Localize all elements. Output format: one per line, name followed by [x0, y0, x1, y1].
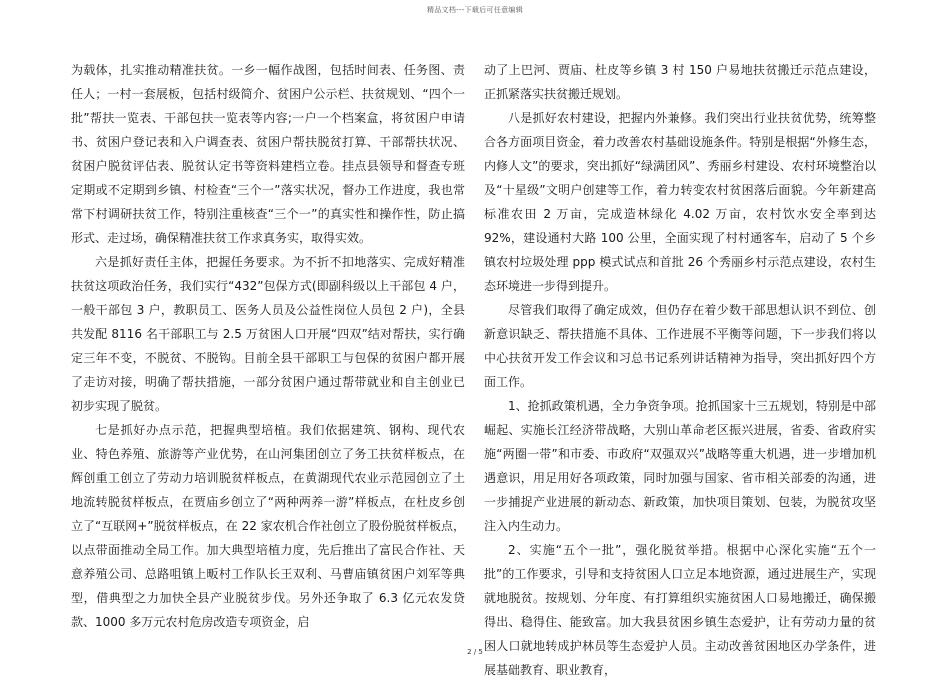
paragraph: 八是抓好农村建设，把握内外兼修。我们突出行业扶贫优势，统筹整合各方面项目资金，着力改善农村基础设施条件。特别是根据“外修生态，内修人文”的要求，突出抓好“绿满团风”、秀丽乡村建设、农村环境整治以及“十星级”文明户创建等工作，着力转变农村贫困落后面貌。今年新建高标准农田 2 万亩，完成造林绿化 4.02 万亩，农村饮水安全率到达 92%，建设通村大路 100 公里，全面实现了村村通客车，启动了 5 个乡镇农村垃圾处理 ppp 模式试点和首批 26 个秀丽乡村示范点建设，农村生态环境进一步得到提升。	[484, 111, 876, 293]
paragraph: 1、抢抓政策机遇，全力争资争项。抢抓国家十三五规划，特别是中部崛起、实施长江经济带战略，大别山革命老区振兴进展，省委、省政府实施“两圈一带”和市委、市政府“双强双兴”战略等重大机遇，进一步增加机遇意识，用足用好各项政策，同时加强与国家、省市相关部委的沟通，进一步捕捉产业进展的新动态、新政策，加快项目策划、包装，为脱贫攻坚注入内生动力。	[484, 399, 876, 533]
paragraph: 动了上巴河、贾庙、杜皮等乡镇 3 村 150 户易地扶贫搬迁示范点建设，正抓紧落实扶贫搬迁规划。	[484, 63, 876, 101]
right-column	[484, 58, 876, 682]
paragraph: 为载体，扎实推动精准扶贫。一乡一幅作战图，包括时间表、任务图、责任人；一村一套展板，包括村级简介、贫困户公示栏、扶贫规划、“四个一批”帮扶一览表、干部包扶一览表等内容;一户一个档案盒，将贫困户申请书、贫困户登记表和入户调查表、贫困户帮扶脱贫打算、干部帮扶状况、贫困户脱贫评估表、脱贫认定书等资料建档立卷。挂点县领导和督查专班定期或不定期到乡镇、村检查“三个一”落实状况，督办工作进度，我也常常下村调研扶贫工作，特别注重核查“三个一”的真实性和操作性，防止搞形式、走过场，确保精准扶贫工作求真务实，取得实效。	[71, 63, 465, 245]
paragraph: 七是抓好办点示范，把握典型培植。我们依据建筑、钢构、现代农业、特色养殖、旅游等产业优势，在山河集团创立了务工扶贫样板点，在辉创重工创立了劳动力培训脱贫样板点，在黄湖现代农业示范园创立了土地流转脱贫样板点，在贾庙乡创立了“两种两养一游”样板点，在杜皮乡创立了“互联网+”脱贫样板点，在 22 家农机合作社创立了股份脱贫样板点，以点带面推动全局工作。加大典型培植力度，先后推出了富民合作社、天意养殖公司、总路咀镇上畈村工作队长王双利、马曹庙镇贫困户刘军等典型，借典型之力加快全县产业脱贫步伐。另外还争取了 6.3 亿元农发贷款、1000 多万元农村危房改造专项资金，启	[71, 423, 465, 629]
page-number: 2 / 5	[467, 648, 483, 656]
paragraph: 2、实施“五个一批”，强化脱贫举措。根据中心深化实施“五个一批”的工作要求，引导和支持贫困人口立足本地资源，通过进展生产，实现就地脱贫。按规划、分年度、有打算组织实施贫困人口易地搬迁，确保搬得出、稳得住、能致富。加大我县贫困乡镇生态爱护，让有劳动力量的贫困人口就地转成护林员等生态爱护人员。主动改善贫困地区办学条件，进展基础教育、职业教育，	[484, 543, 876, 677]
page-header: 精品文档---下载后可任意编辑	[426, 6, 524, 14]
paragraph: 尽管我们取得了确定成效，但仍存在着少数干部思想认识不到位、创新意识缺乏、帮扶措施不具体、工作进展不平衡等问题，下一步我们将以中心扶贫开发工作会议和习总书记系列讲话精神为指导，突出抓好四个方面工作。	[484, 303, 876, 389]
left-column	[71, 58, 465, 634]
paragraph: 六是抓好责任主体，把握任务要求。为不折不扣地落实、完成好精准扶贫这项政治任务，我们实行“432”包保方式(即副科级以上干部包 4 户，一般干部包 3 户，教职员工、医务人员及公益性岗位人员包 2 户)，全县共发配 8116 名干部职工与 2.5 万贫困人口开展“四双”结对帮扶，实行确定三年不变，不脱贫、不脱钩。目前全县干部职工与包保的贫困户都开展了走访对接，明确了帮扶措施，一部分贫困户通过帮带就业和自主创业已初步实现了脱贫。	[71, 255, 465, 413]
